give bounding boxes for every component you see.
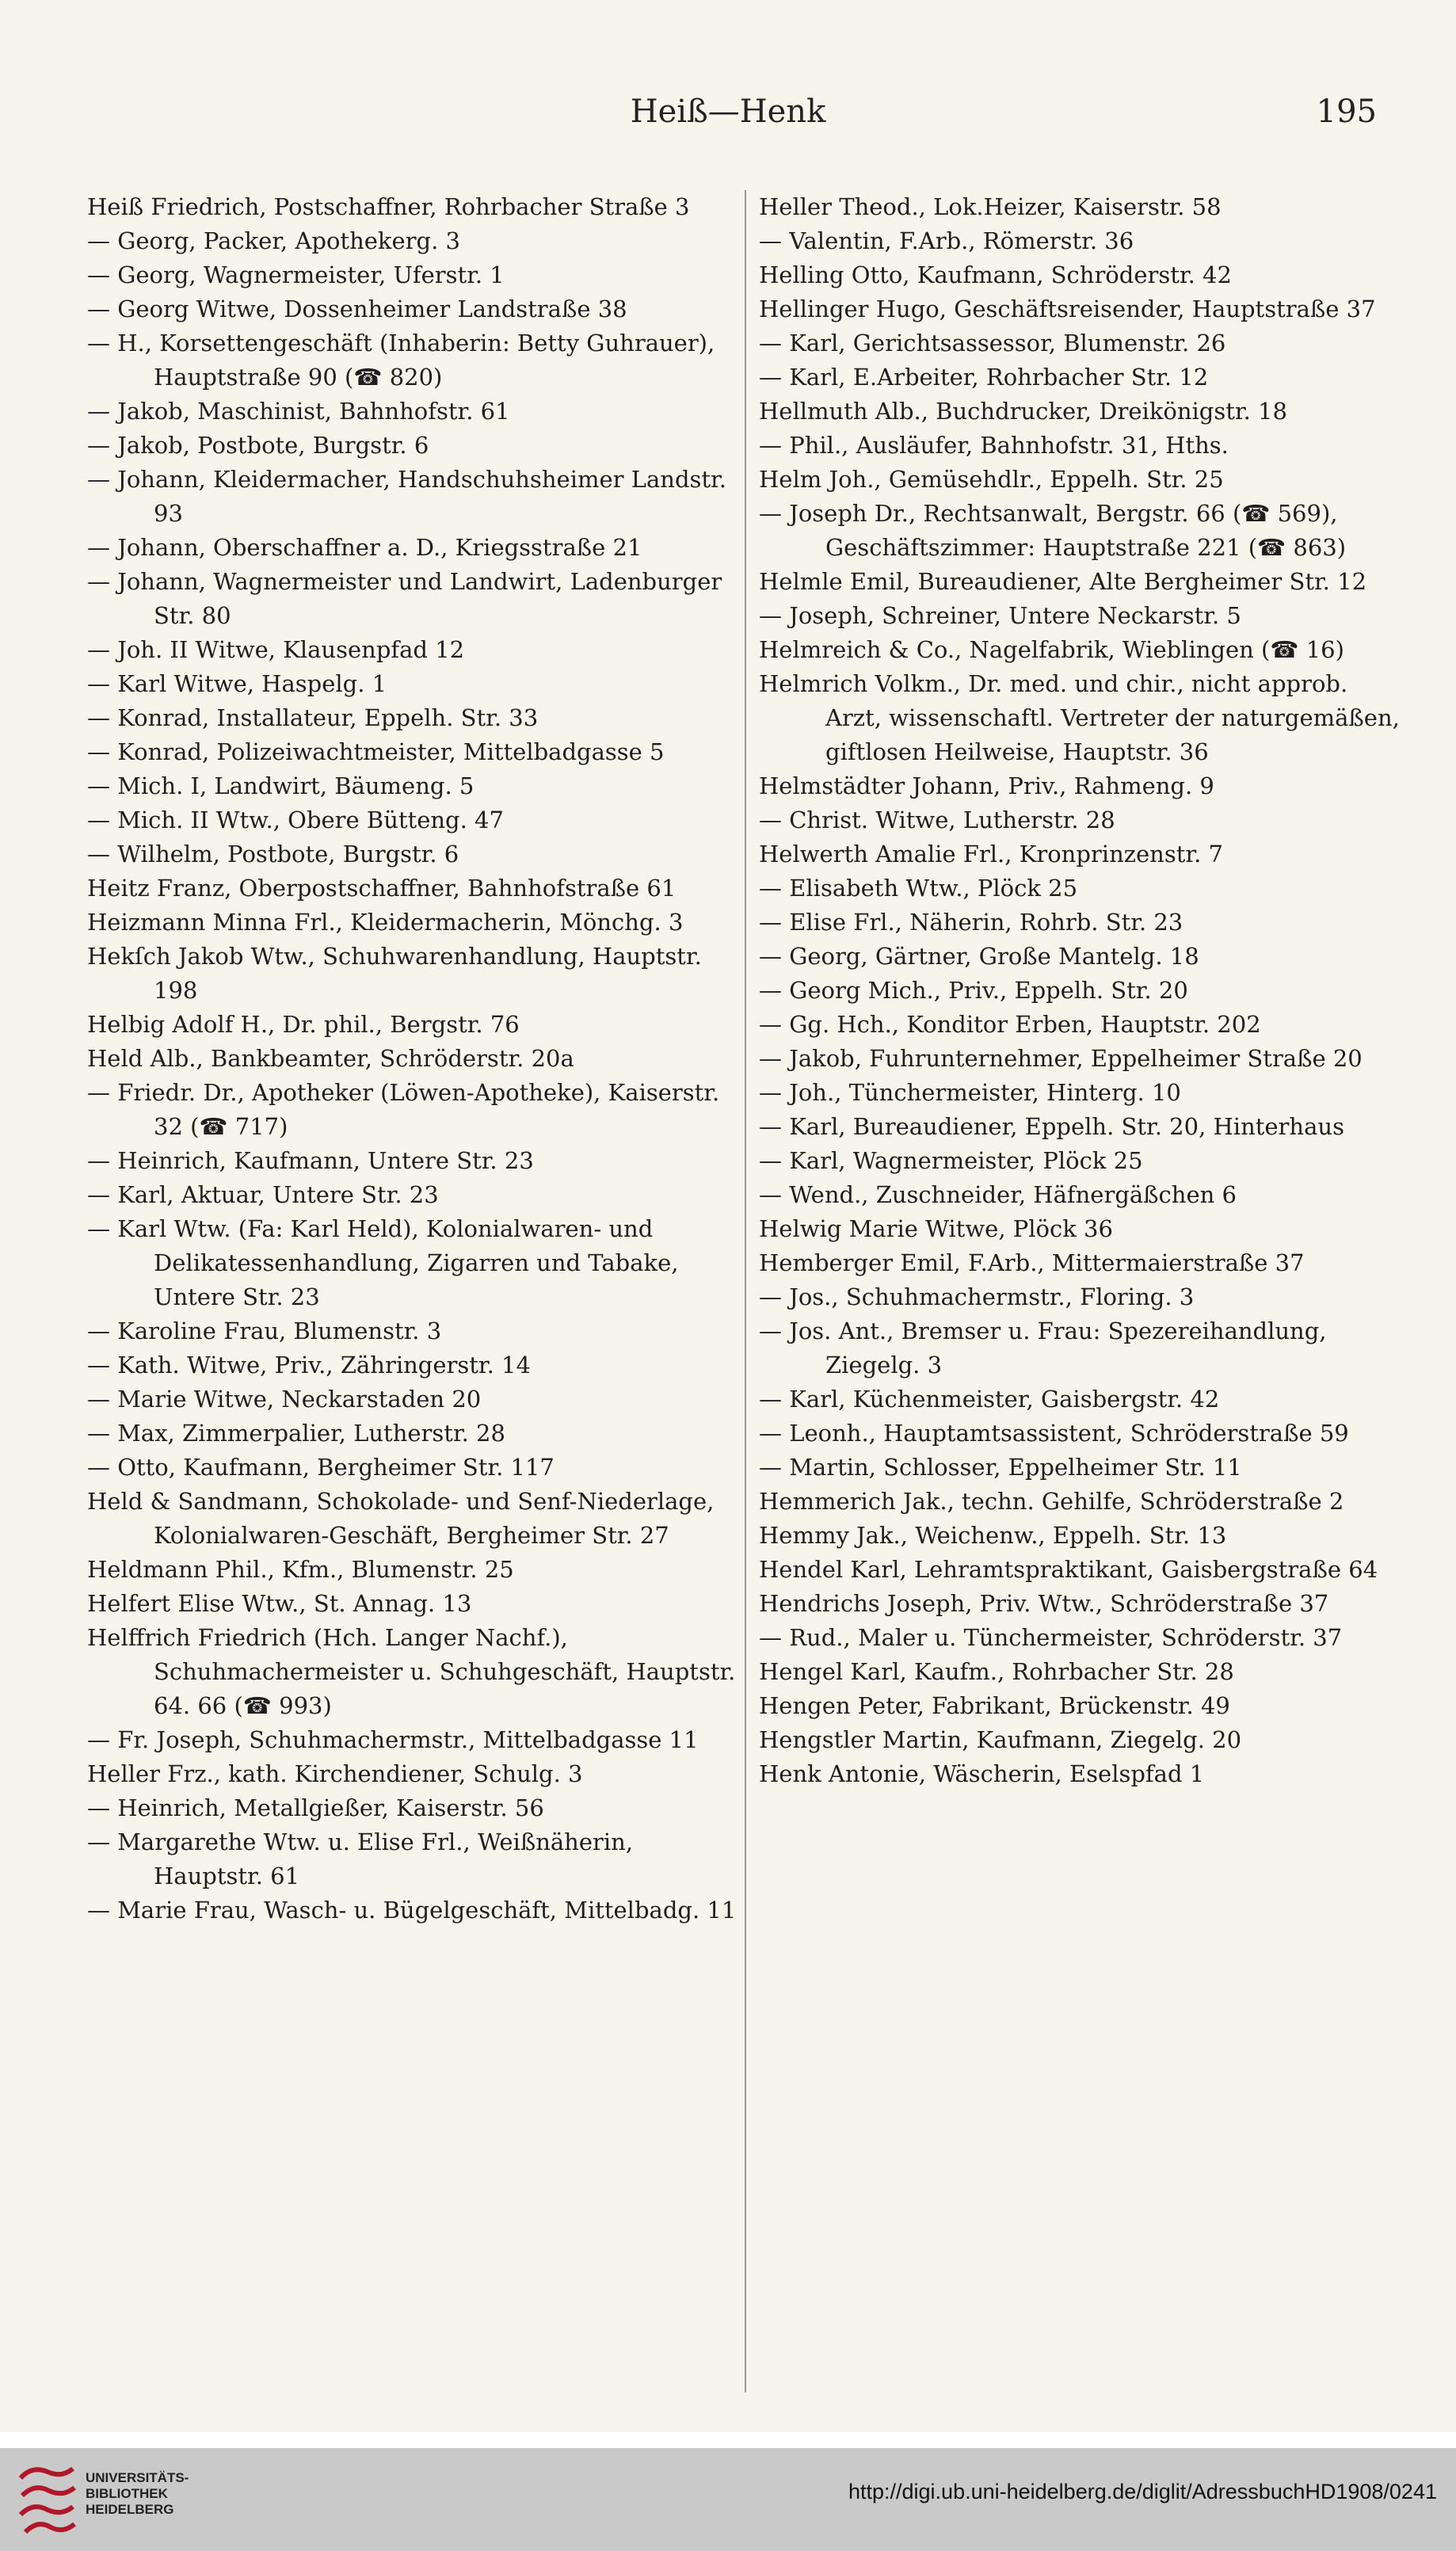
right-column [759,190,1408,1791]
directory-entry: — Valentin, F.Arb., Römerstr. 36 [759,227,1134,254]
directory-entry: Helfert Elise Wtw., St. Annag. 13 [87,1590,472,1617]
directory-entry: — Rud., Maler u. Tünchermeister, Schröderstr. 37 [759,1624,1343,1651]
footer-bar [0,2448,1456,2551]
library-name-line1: UNIVERSITÄTS- [86,2470,189,2485]
column-divider [745,190,746,2393]
directory-entry: — Georg Witwe, Dossenheimer Landstraße 38 [87,296,627,322]
directory-entry: — Karl, Aktuar, Untere Str. 23 [87,1181,439,1208]
directory-entry: Helwig Marie Witwe, Plöck 36 [759,1215,1113,1242]
directory-entry: — Johann, Kleidermacher, Handschuhsheimer Landstr. 93 [87,466,726,527]
page-number: 195 [1316,93,1377,130]
directory-entry: — Max, Zimmerpalier, Lutherstr. 28 [87,1420,505,1447]
directory-entry: Hendrichs Joseph, Priv. Wtw., Schröderstraße 37 [759,1590,1329,1617]
directory-entry: — Joh. II Witwe, Klausenpfad 12 [87,636,465,663]
directory-entry: — Gg. Hch., Konditor Erben, Hauptstr. 202 [759,1011,1261,1038]
directory-entry: Helmrich Volkm., Dr. med. und chir., nicht approb. Arzt, wissenschaftl. Vertreter der naturgemäßen, giftlosen Heilweise, Hauptstr. 36 [759,670,1400,765]
directory-entry: — Karl, Wagnermeister, Plöck 25 [759,1147,1143,1174]
directory-entry: Heizmann Minna Frl., Kleidermacherin, Mönchg. 3 [87,909,684,936]
directory-entry: — Christ. Witwe, Lutherstr. 28 [759,806,1115,833]
source-url-link[interactable]: http://digi.ub.uni-heidelberg.de/diglit/AdressbuchHD1908/0241 [848,2480,1437,2503]
directory-entry: — Marie Witwe, Neckarstaden 20 [87,1386,482,1413]
directory-entry: Helbig Adolf H., Dr. phil., Bergstr. 76 [87,1011,520,1038]
directory-entry: Heller Theod., Lok.Heizer, Kaiserstr. 58 [759,193,1222,220]
directory-entry: Helffrich Friedrich (Hch. Langer Nachf.), Schuhmachermeister u. Schuhgeschäft, Hauptstr. 64. 66 (☎ 993) [87,1624,736,1719]
directory-entry: — Jos., Schuhmachermstr., Floring. 3 [759,1283,1195,1310]
directory-entry: — Georg, Wagnermeister, Uferstr. 1 [87,261,505,288]
directory-entry: — Fr. Joseph, Schuhmachermstr., Mittelbadgasse 11 [87,1726,699,1753]
directory-entry: — Joseph, Schreiner, Untere Neckarstr. 5 [759,602,1241,629]
directory-entry: — Joseph Dr., Rechtsanwalt, Bergstr. 66 (☎ 569), Geschäftszimmer: Hauptstraße 221 (☎ 863) [759,500,1347,561]
directory-entry: — Phil., Ausläufer, Bahnhofstr. 31, Hths. [759,432,1229,459]
directory-entry: — Leonh., Hauptamtsassistent, Schröderstraße 59 [759,1420,1349,1447]
directory-entry: Hengel Karl, Kaufm., Rohrbacher Str. 28 [759,1658,1234,1685]
directory-entry: — Karoline Frau, Blumenstr. 3 [87,1317,442,1344]
directory-entry: Helm Joh., Gemüsehdlr., Eppelh. Str. 25 [759,466,1224,493]
directory-entry: Helmreich & Co., Nagelfabrik, Wieblingen (☎ 16) [759,636,1344,663]
directory-entry: — Mich. I, Landwirt, Bäumeng. 5 [87,772,475,799]
page-title: Heiß—Henk [630,93,826,130]
directory-entry: — Heinrich, Kaufmann, Untere Str. 23 [87,1147,534,1174]
directory-entry: Hellinger Hugo, Geschäftsreisender, Hauptstraße 37 [759,296,1376,322]
directory-entry: Hemberger Emil, F.Arb., Mittermaierstraße 37 [759,1249,1305,1276]
directory-entry: — Margarethe Wtw. u. Elise Frl., Weißnäherin, Hauptstr. 61 [87,1828,634,1889]
library-name [86,2470,189,2518]
directory-entry: — H., Korsettengeschäft (Inhaberin: Betty Guhrauer), Hauptstraße 90 (☎ 820) [87,330,715,391]
directory-entry: — Johann, Oberschaffner a. D., Kriegsstraße 21 [87,534,642,561]
directory-entry: — Wend., Zuschneider, Häfnergäßchen 6 [759,1181,1237,1208]
page-header [0,93,1456,141]
directory-entry: Heller Frz., kath. Kirchendiener, Schulg. 3 [87,1760,583,1787]
directory-entry: — Jakob, Fuhrunternehmer, Eppelheimer Straße 20 [759,1045,1363,1072]
directory-entry: — Georg Mich., Priv., Eppelh. Str. 20 [759,977,1188,1004]
directory-entry: Held & Sandmann, Schokolade- und Senf-Niederlage, Kolonialwaren-Geschäft, Bergheimer Str. 27 [87,1488,715,1549]
directory-entry: — Konrad, Polizeiwachtmeister, Mittelbadgasse 5 [87,738,665,765]
directory-entry: — Georg, Packer, Apothekerg. 3 [87,227,460,254]
directory-entry: — Karl, Bureaudiener, Eppelh. Str. 20, Hinterhaus [759,1113,1344,1140]
directory-entry: Helling Otto, Kaufmann, Schröderstr. 42 [759,261,1232,288]
directory-entry: — Jos. Ant., Bremser u. Frau: Spezereihandlung, Ziegelg. 3 [759,1317,1327,1378]
directory-entry: — Karl Witwe, Haspelg. 1 [87,670,387,697]
directory-entry: Helmstädter Johann, Priv., Rahmeng. 9 [759,772,1214,799]
directory-entry: — Wilhelm, Postbote, Burgstr. 6 [87,841,459,867]
university-library-logo [16,2462,79,2537]
directory-entry: — Joh., Tünchermeister, Hinterg. 10 [759,1079,1181,1106]
directory-entry: Held Alb., Bankbeamter, Schröderstr. 20a [87,1045,574,1072]
directory-entry: — Karl, E.Arbeiter, Rohrbacher Str. 12 [759,364,1209,391]
directory-entry: Hekſch Jakob Wtw., Schuhwarenhandlung, Hauptstr. 198 [87,943,702,1004]
directory-entry: Helmle Emil, Bureaudiener, Alte Bergheimer Str. 12 [759,568,1367,595]
directory-entry: — Johann, Wagnermeister und Landwirt, Ladenburger Str. 80 [87,568,722,629]
left-column [87,190,738,1928]
directory-entry: — Konrad, Installateur, Eppelh. Str. 33 [87,704,539,731]
directory-entry: Henk Antonie, Wäscherin, Eselspfad 1 [759,1760,1205,1787]
directory-entry: Helwerth Amalie Frl., Kronprinzenstr. 7 [759,841,1223,867]
directory-entry: Hemmerich Jak., techn. Gehilfe, Schröderstraße 2 [759,1488,1344,1515]
directory-entry: — Heinrich, Metallgießer, Kaiserstr. 56 [87,1794,544,1821]
directory-entry: — Elisabeth Wtw., Plöck 25 [759,875,1078,902]
directory-entry: Heiß Friedrich, Postschaffner, Rohrbacher Straße 3 [87,193,690,220]
directory-entry: — Friedr. Dr., Apotheker (Löwen-Apotheke), Kaiserstr. 32 (☎ 717) [87,1079,720,1140]
directory-entry: — Mich. II Wtw., Obere Bütteng. 47 [87,806,504,833]
directory-entry: Hemmy Jak., Weichenw., Eppelh. Str. 13 [759,1522,1227,1549]
directory-entry: — Karl, Gerichtsassessor, Blumenstr. 26 [759,330,1226,357]
library-name-line3: HEIDELBERG [86,2502,174,2517]
directory-entry: — Marie Frau, Wasch- u. Bügelgeschäft, Mittelbadg. 11 [87,1897,737,1924]
directory-entry: Heitz Franz, Oberpostschaffner, Bahnhofstraße 61 [87,875,677,902]
directory-entry: — Jakob, Maschinist, Bahnhofstr. 61 [87,398,510,425]
directory-entry: Hendel Karl, Lehramtspraktikant, Gaisbergstraße 64 [759,1556,1378,1583]
directory-entry: — Martin, Schlosser, Eppelheimer Str. 11 [759,1454,1242,1481]
directory-entry: Hengen Peter, Fabrikant, Brückenstr. 49 [759,1692,1230,1719]
directory-entry: — Karl Wtw. (Fa: Karl Held), Kolonialwaren- und Delikatessenhandlung, Zigarren und Tabake, Untere Str. 23 [87,1215,679,1310]
directory-entry: Hellmuth Alb., Buchdrucker, Dreikönigstr. 18 [759,398,1287,425]
directory-entry: — Otto, Kaufmann, Bergheimer Str. 117 [87,1454,555,1481]
directory-entry: Heldmann Phil., Kfm., Blumenstr. 25 [87,1556,514,1583]
library-name-line2: BIBLIOTHEK [86,2486,168,2501]
directory-entry: Hengstler Martin, Kaufmann, Ziegelg. 20 [759,1726,1242,1753]
directory-entry: — Georg, Gärtner, Große Mantelg. 18 [759,943,1199,970]
directory-entry: — Kath. Witwe, Priv., Zähringerstr. 14 [87,1352,531,1378]
directory-entry: — Jakob, Postbote, Burgstr. 6 [87,432,429,459]
directory-entry: — Karl, Küchenmeister, Gaisbergstr. 42 [759,1386,1220,1413]
directory-entry: — Elise Frl., Näherin, Rohrb. Str. 23 [759,909,1183,936]
